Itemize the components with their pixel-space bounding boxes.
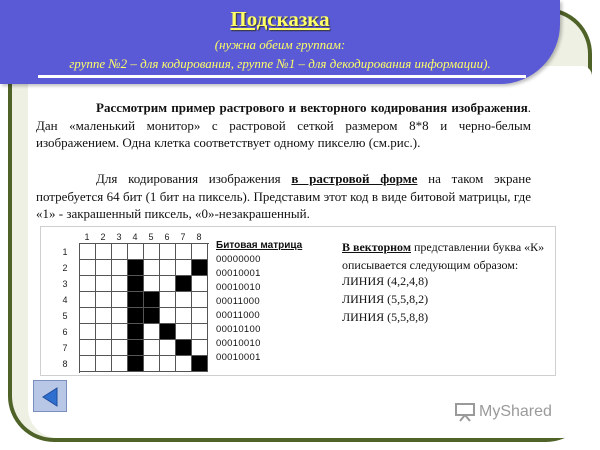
pixel-empty: [176, 356, 192, 372]
pixel-filled: [144, 292, 160, 308]
pixel-empty: [96, 260, 112, 276]
paragraph-2-start: Для кодирования изображения: [96, 171, 292, 186]
watermark: [454, 402, 552, 422]
pixel-empty: [80, 244, 96, 260]
vector-line: ЛИНИЯ (5,5,8,8): [342, 310, 429, 324]
banner-title: Подсказка: [230, 7, 330, 31]
pixel-empty: [144, 340, 160, 356]
vector-description: описывается следующим образом:: [342, 258, 519, 272]
grid-col-label: 1: [84, 232, 90, 242]
matrix-title: Битовая матрица: [216, 240, 303, 251]
pixel-empty: [144, 324, 160, 340]
pixel-empty: [112, 308, 128, 324]
pixel-empty: [144, 244, 160, 260]
watermark-text: MyShared: [479, 403, 552, 420]
pixel-filled: [176, 276, 192, 292]
pixel-empty: [192, 244, 208, 260]
pixel-empty: [144, 260, 160, 276]
pixel-empty: [192, 292, 208, 308]
pixel-filled: [160, 324, 176, 340]
pixel-empty: [176, 324, 192, 340]
pixel-empty: [96, 292, 112, 308]
grid-row-label: 5: [62, 311, 68, 321]
pixel-filled: [128, 276, 144, 292]
pixel-empty: [176, 244, 192, 260]
paragraph-2-text: на таком экране потребуется 64 бит (1 бит на пиксель). Представим этот код в виде битовой матрицы, где «1» - закрашенный пиксель, «0»-незакрашенный.: [36, 171, 531, 221]
grid-col-label: 4: [132, 232, 138, 242]
pixel-empty: [80, 276, 96, 292]
pixel-empty: [160, 308, 176, 324]
grid-row-label: 7: [62, 343, 68, 353]
pixel-empty: [144, 276, 160, 292]
pixel-empty: [144, 356, 160, 372]
banner-divider: [38, 75, 526, 78]
pixel-filled: [192, 260, 208, 276]
grid-col-label: 2: [100, 232, 106, 242]
header-banner: [0, 0, 560, 84]
matrix-row: 00010100: [216, 324, 261, 335]
pixel-filled: [128, 340, 144, 356]
paragraph-1-text: . Дан «маленький монитор» с растровой сеткой размером 8*8 и черно-белым изображением. Одна клетка соответствует одному пикселю (см.рис.).: [36, 100, 531, 150]
vector-title: [342, 240, 556, 255]
pixel-filled: [128, 324, 144, 340]
pixel-empty: [176, 308, 192, 324]
paragraph-2-emphasis: в растровой форме: [291, 171, 418, 186]
vector-line: ЛИНИЯ (5,5,8,2): [342, 292, 429, 306]
pixel-empty: [112, 356, 128, 372]
pixel-empty: [176, 292, 192, 308]
grid-col-label: 5: [148, 232, 154, 242]
paragraph-2: [36, 170, 531, 223]
pixel-grid: [79, 243, 209, 373]
back-arrow-icon: [41, 387, 61, 407]
vector-line: ЛИНИЯ (4,2,4,8): [342, 274, 429, 288]
grid-row-label: 1: [62, 247, 68, 257]
grid-col-label: 6: [164, 232, 170, 242]
presentation-icon: [454, 402, 476, 422]
pixel-filled: [128, 356, 144, 372]
vector-title-emphasis: В векторном: [342, 240, 411, 254]
pixel-empty: [80, 308, 96, 324]
grid-row-label: 8: [62, 359, 68, 369]
pixel-empty: [160, 292, 176, 308]
pixel-empty: [160, 276, 176, 292]
grid-row-label: 3: [62, 279, 68, 289]
grid-row-label: 6: [62, 327, 68, 337]
pixel-empty: [96, 308, 112, 324]
pixel-empty: [176, 260, 192, 276]
pixel-filled: [192, 356, 208, 372]
pixel-empty: [160, 260, 176, 276]
grid-col-label: 7: [180, 232, 186, 242]
matrix-row: 00010001: [216, 268, 261, 279]
pixel-filled: [128, 292, 144, 308]
pixel-empty: [160, 356, 176, 372]
pixel-empty: [160, 244, 176, 260]
matrix-row: 00010010: [216, 282, 261, 293]
pixel-empty: [192, 308, 208, 324]
pixel-empty: [112, 324, 128, 340]
pixel-empty: [80, 260, 96, 276]
pixel-filled: [144, 308, 160, 324]
matrix-row: 00000000: [216, 254, 261, 265]
pixel-filled: [128, 260, 144, 276]
matrix-row: 00010010: [216, 338, 261, 349]
grid-col-label: 3: [116, 232, 122, 242]
pixel-empty: [160, 340, 176, 356]
pixel-empty: [112, 260, 128, 276]
pixel-empty: [80, 292, 96, 308]
matrix-row: 00011000: [216, 310, 260, 321]
pixel-empty: [112, 244, 128, 260]
pixel-empty: [80, 324, 96, 340]
pixel-empty: [128, 244, 144, 260]
pixel-empty: [112, 276, 128, 292]
pixel-empty: [96, 356, 112, 372]
grid-col-label: 8: [196, 232, 202, 242]
paragraph-1-lead: Рассмотрим пример растрового и векторного кодирования изображения: [96, 100, 528, 115]
pixel-empty: [192, 340, 208, 356]
pixel-filled: [128, 308, 144, 324]
pixel-empty: [112, 340, 128, 356]
pixel-filled: [176, 340, 192, 356]
pixel-empty: [112, 292, 128, 308]
grid-row-label: 2: [62, 263, 68, 273]
pixel-empty: [192, 276, 208, 292]
grid-row-label: 4: [62, 295, 68, 305]
pixel-empty: [80, 340, 96, 356]
back-button[interactable]: [33, 380, 67, 412]
pixel-empty: [96, 244, 112, 260]
pixel-empty: [96, 340, 112, 356]
pixel-empty: [96, 324, 112, 340]
matrix-row: 00010001: [216, 352, 261, 363]
paragraph-1: [36, 99, 531, 152]
banner-subtitle-2: группе №2 – для кодирования, группе №1 – для декодирования информации).: [69, 56, 491, 71]
banner-subtitle-1: (нужна обеим группам:: [214, 37, 346, 52]
vector-title-text: представлении буква «К»: [411, 240, 545, 254]
pixel-empty: [192, 324, 208, 340]
pixel-empty: [80, 356, 96, 372]
matrix-row: 00011000: [216, 296, 260, 307]
pixel-empty: [96, 276, 112, 292]
